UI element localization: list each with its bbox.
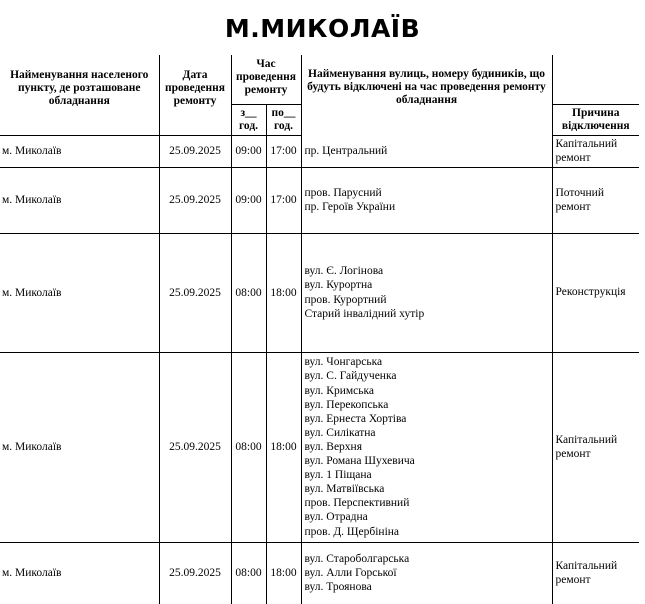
header-reason: Причина відключення (552, 104, 639, 135)
street-line: вул. 1 Піщана (304, 469, 372, 482)
reason-line: ремонт (555, 448, 591, 460)
reason-cell (552, 542, 639, 604)
settlement-cell: м. Миколаїв (2, 567, 62, 580)
street-line: вул. Перекопська (304, 398, 389, 411)
date-cell: 25.09.2025 (159, 542, 231, 604)
outage-table (0, 55, 639, 604)
header-streets: Найменування вулиць, номеру будиників, що будуть відключені на час проведення ремонту обладнання (301, 55, 552, 135)
street-line: пров. Парусний (304, 186, 382, 199)
date-cell: 25.09.2025 (159, 233, 231, 352)
time-to-cell: 18:00 (266, 233, 301, 352)
time-from-cell: 09:00 (231, 135, 266, 167)
streets-cell (301, 542, 552, 604)
time-from-cell: 08:00 (231, 352, 266, 542)
page-title: М.МИКОЛАЇВ (224, 14, 421, 43)
table-row (0, 233, 639, 352)
time-from-cell: 08:00 (231, 542, 266, 604)
header-date: Дата проведення ремонту (159, 55, 231, 135)
street-line: вул. Чонгарська (304, 356, 383, 369)
streets-cell (301, 233, 552, 352)
settlement-cell: м. Миколаїв (0, 233, 159, 352)
time-from-cell: 08:00 (231, 233, 266, 352)
header-settlement: Найменування населеного пункту, де розташоване обладнання (0, 55, 159, 135)
reason-cell (552, 167, 639, 233)
streets-cell (301, 135, 552, 167)
street-line: пр. Героїв України (304, 201, 396, 213)
time-to-cell: 17:00 (266, 135, 301, 167)
streets-cell (301, 167, 552, 233)
date-cell: 25.09.2025 (159, 135, 231, 167)
table-row (0, 542, 639, 604)
date-cell: 25.09.2025 (159, 167, 231, 233)
street-line: вул. Верхня (304, 440, 362, 453)
reason-line: Капітальний (555, 137, 618, 150)
date-cell: 25.09.2025 (159, 352, 231, 542)
reason-line: Капітальний (555, 433, 618, 446)
time-to-cell: 17:00 (266, 167, 301, 233)
street-line: вул. Троянова (304, 581, 372, 594)
header-time: Час проведення ремонту (231, 55, 301, 104)
time-to-cell: 18:00 (266, 352, 301, 542)
header-from: з__ год. (231, 104, 266, 135)
header-reason-spacer (552, 55, 639, 104)
table-row (0, 167, 639, 233)
street-line: вул. Отрадна (304, 511, 368, 524)
street-line: Старий інвалідний хутір (304, 307, 425, 320)
reason-line: ремонт (555, 574, 591, 587)
street-line: вул. Кримська (304, 384, 374, 397)
street-line: вул. Курортна (304, 279, 373, 292)
table-row (0, 135, 639, 167)
reason-line: Капітальний (555, 559, 618, 572)
street-line: вул. Ернеста Хортіва (304, 412, 407, 425)
settlement-cell: м. Миколаїв (0, 167, 159, 233)
header-to: по__ год. (266, 104, 301, 135)
reason-line: ремонт (555, 201, 591, 213)
reason-line: ремонт (555, 152, 591, 164)
reason-cell (552, 352, 639, 542)
reason-line: Поточний (555, 186, 604, 199)
street-line: пров. Перспективний (304, 497, 410, 510)
street-line: вул. С. Гайдученка (304, 370, 397, 383)
street-line: вул. Силікатна (304, 426, 376, 439)
reason-cell (552, 135, 639, 167)
time-to-cell: 18:00 (266, 542, 301, 604)
time-from-cell: 09:00 (231, 167, 266, 233)
street-line: вул. Алли Горської (304, 567, 397, 580)
settlement-cell: м. Миколаїв (0, 135, 159, 167)
table-row (0, 352, 639, 542)
street-line: пров. Курортний (304, 293, 387, 306)
reason-line: Реконструкція (555, 286, 626, 299)
street-line: пр. Центральний (304, 144, 388, 157)
streets-cell (301, 352, 552, 542)
street-line: вул. Є. Логінова (304, 265, 384, 278)
settlement-cell: м. Миколаїв (0, 352, 159, 542)
reason-cell (552, 233, 639, 352)
street-line: вул. Староболгарська (304, 553, 410, 566)
street-line: вул. Матвіївська (304, 483, 385, 496)
street-line: пров. Д. Щербініна (304, 525, 400, 538)
street-line: вул. Романа Шухевича (304, 455, 415, 468)
